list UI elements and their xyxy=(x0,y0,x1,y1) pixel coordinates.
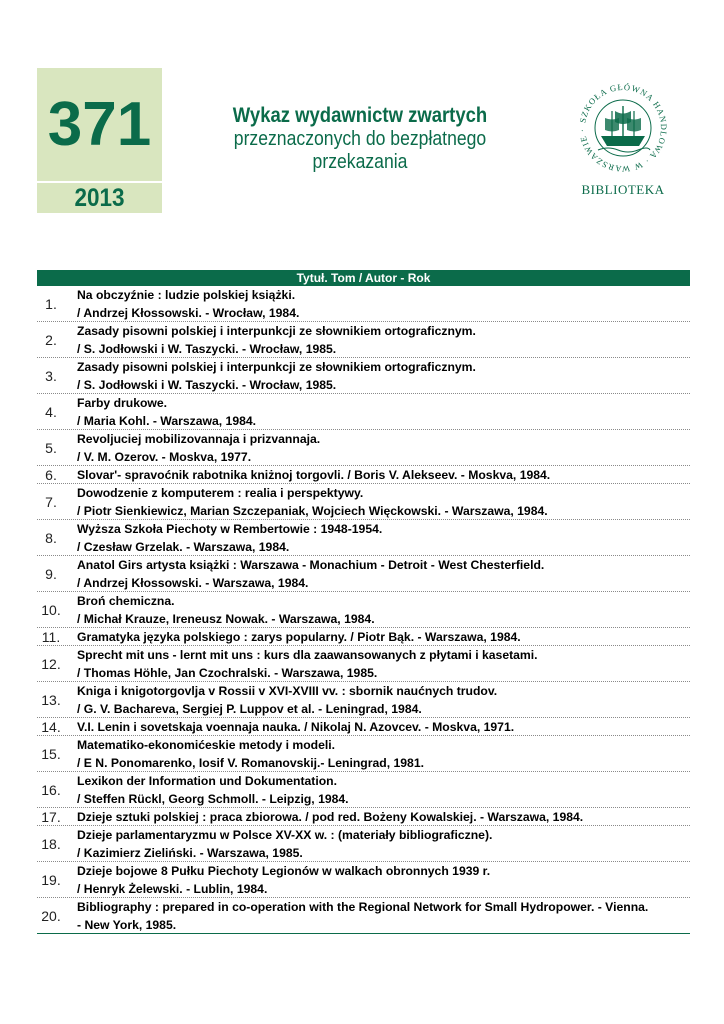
issue-number: 371 xyxy=(47,90,152,159)
row-entry xyxy=(77,862,690,898)
row-number: 9. xyxy=(45,566,57,582)
table-row xyxy=(37,394,690,430)
table-row xyxy=(37,682,690,718)
row-number: 8. xyxy=(45,530,57,546)
row-number: 10. xyxy=(41,602,61,618)
row-entry xyxy=(77,718,690,736)
entry-title: Bibliography : prepared in co-operation with the Regional Network for Small Hydropower. - Vienna. xyxy=(77,900,649,914)
table-header: Tytuł. Tom / Autor - Rok xyxy=(37,270,690,286)
row-number: 7. xyxy=(45,494,57,510)
svg-text:SZKOŁA GŁÓWNA HANDLOWA · W WAR: SZKOŁA GŁÓWNA HANDLOWA · W WARSZAWIE · xyxy=(576,81,670,175)
row-number: 18. xyxy=(41,836,61,852)
entry-author: / Thomas Höhle, Jan Czochralski. - Warszawa, 1985. xyxy=(77,666,378,680)
row-entry xyxy=(77,592,690,628)
entry-author: / E N. Ponomarenko, Iosif V. Romanovskij.- Leningrad, 1981. xyxy=(77,756,424,770)
entry-author: / Henryk Żelewski. - Lublin, 1984. xyxy=(77,882,268,896)
issue-year: 2013 xyxy=(74,184,125,212)
entry-title: Dzieje parlamentaryzmu w Polsce XV-XX w. : (materiały bibliograficzne). xyxy=(77,828,493,842)
row-entry xyxy=(77,286,690,322)
entry-title: Wyższa Szkoła Piechoty w Rembertowie : 1948-1954. xyxy=(77,522,383,536)
entry-author: / G. V. Bachareva, Sergiej P. Luppov et al. - Leningrad, 1984. xyxy=(77,702,422,716)
entry-title: Zasady pisowni polskiej i interpunkcji ze słownikiem ortograficznym. xyxy=(77,360,476,374)
row-entry xyxy=(77,826,690,862)
entry-author: / Steffen Rückl, Georg Schmoll. - Leipzig, 1984. xyxy=(77,792,349,806)
entry-title: Na obczyźnie : ludzie polskiej książki. xyxy=(77,288,296,302)
table-row xyxy=(37,736,690,772)
row-number: 4. xyxy=(45,404,57,420)
table-row xyxy=(37,484,690,520)
row-entry xyxy=(77,484,690,520)
table-row xyxy=(37,628,690,646)
ship-seal-icon xyxy=(568,78,678,178)
row-entry xyxy=(77,430,690,466)
table-row xyxy=(37,646,690,682)
entry-title: Revoljuciej mobilizovannaja i prizvannaja. xyxy=(77,432,321,446)
table-row xyxy=(37,286,690,322)
row-number: 19. xyxy=(41,872,61,888)
row-number: 16. xyxy=(41,782,61,798)
entry-title: Farby drukowe. xyxy=(77,396,168,410)
table-row xyxy=(37,772,690,808)
entry-title: Dzieje bojowe 8 Pułku Piechoty Legionów w walkach obronnych 1939 r. xyxy=(77,864,491,878)
entry-author: - New York, 1985. xyxy=(77,918,177,932)
entry-title: V.I. Lenin i sovetskaja voennaja nauka. / Nikolaj N. Azovcev. - Moskva, 1971. xyxy=(77,720,515,734)
row-number: 11. xyxy=(41,629,61,645)
row-entry xyxy=(77,736,690,772)
table-row xyxy=(37,430,690,466)
entry-title: Gramatyka języka polskiego : zarys popularny. / Piotr Bąk. - Warszawa, 1984. xyxy=(77,630,521,644)
table-row xyxy=(37,520,690,556)
row-entry xyxy=(77,646,690,682)
table-row xyxy=(37,556,690,592)
entry-title: Broń chemiczna. xyxy=(77,594,175,608)
entry-title: Slovar'- spravoćnik rabotnika kniżnoj torgovli. / Boris V. Alekseev. - Moskva, 1984. xyxy=(77,468,551,482)
row-number: 20. xyxy=(41,908,61,924)
row-entry xyxy=(77,772,690,808)
row-entry xyxy=(77,556,690,592)
table-row xyxy=(37,358,690,394)
row-entry xyxy=(77,322,690,358)
entry-title: Dzieje sztuki polskiej : praca zbiorowa. / pod red. Bożeny Kowalskiej. - Warszawa, 1984. xyxy=(77,810,584,824)
entry-title: Sprecht mit uns - lernt mit uns : kurs dla zaawansowanych z płytami i kasetami. xyxy=(77,648,538,662)
entry-author: / Piotr Sienkiewicz, Marian Szczepaniak, Wojciech Więckowski. - Warszawa, 1984. xyxy=(77,504,548,518)
entry-author: / Andrzej Kłossowski. - Wrocław, 1984. xyxy=(77,306,300,320)
entry-title: Zasady pisowni polskiej i interpunkcji ze słownikiem ortograficznym. xyxy=(77,324,476,338)
entry-title: Anatol Girs artysta książki : Warszawa - Monachium - Detroit - West Chesterfield. xyxy=(77,558,545,572)
table-row xyxy=(37,466,690,484)
table-row xyxy=(37,862,690,898)
table-row xyxy=(37,592,690,628)
entry-title: Lexikon der Information und Dokumentation. xyxy=(77,774,338,788)
entry-author: / Maria Kohl. - Warszawa, 1984. xyxy=(77,414,257,428)
row-number: 3. xyxy=(45,368,57,384)
logo-label: BIBLIOTEKA xyxy=(581,182,665,197)
row-number: 13. xyxy=(41,692,61,708)
entry-author: / Czesław Grzelak. - Warszawa, 1984. xyxy=(77,540,290,554)
entry-author: / Andrzej Kłossowski. - Warszawa, 1984. xyxy=(77,576,309,590)
row-entry xyxy=(77,394,690,430)
title-line-2: przeznaczonych do bezpłatnego xyxy=(233,128,487,150)
entry-author: / Michał Krauze, Ireneusz Nowak. - Warszawa, 1984. xyxy=(77,612,375,626)
row-entry xyxy=(77,682,690,718)
table-row xyxy=(37,826,690,862)
row-number: 12. xyxy=(41,656,61,672)
table-row xyxy=(37,322,690,358)
row-number: 14. xyxy=(41,719,61,735)
row-number: 17. xyxy=(41,809,61,825)
row-entry xyxy=(77,358,690,394)
row-number: 5. xyxy=(45,440,57,456)
row-entry xyxy=(77,520,690,556)
row-number: 2. xyxy=(45,332,57,348)
entry-author: / S. Jodłowski i W. Taszycki. - Wrocław, 1985. xyxy=(77,378,337,392)
entry-author: / Kazimierz Zieliński. - Warszawa, 1985. xyxy=(77,846,303,860)
row-entry xyxy=(77,466,690,484)
table-row xyxy=(37,808,690,826)
row-entry xyxy=(77,898,690,934)
entry-title: Matematiko-ekonomićeskie metody i modeli. xyxy=(77,738,336,752)
page-title xyxy=(190,104,530,174)
entry-author: / V. M. Ozerov. - Moskva, 1977. xyxy=(77,450,252,464)
entry-title: Dowodzenie z komputerem : realia i perspektywy. xyxy=(77,486,364,500)
table-row xyxy=(37,898,690,934)
row-number: 15. xyxy=(41,746,61,762)
publication-list xyxy=(37,286,690,934)
library-logo xyxy=(568,78,678,203)
row-number: 6. xyxy=(45,467,57,483)
title-line-3: przekazania xyxy=(312,151,408,173)
entry-author: / S. Jodłowski i W. Taszycki. - Wrocław, 1985. xyxy=(77,342,337,356)
row-entry xyxy=(77,808,690,826)
table-row xyxy=(37,718,690,736)
title-line-1: Wykaz wydawnictw zwartych xyxy=(232,104,488,127)
row-number: 1. xyxy=(45,296,57,312)
row-entry xyxy=(77,628,690,646)
entry-title: Kniga i knigotorgovlja v Rossii v XVI-XVIII vv. : sbornik naućnych trudov. xyxy=(77,684,498,698)
